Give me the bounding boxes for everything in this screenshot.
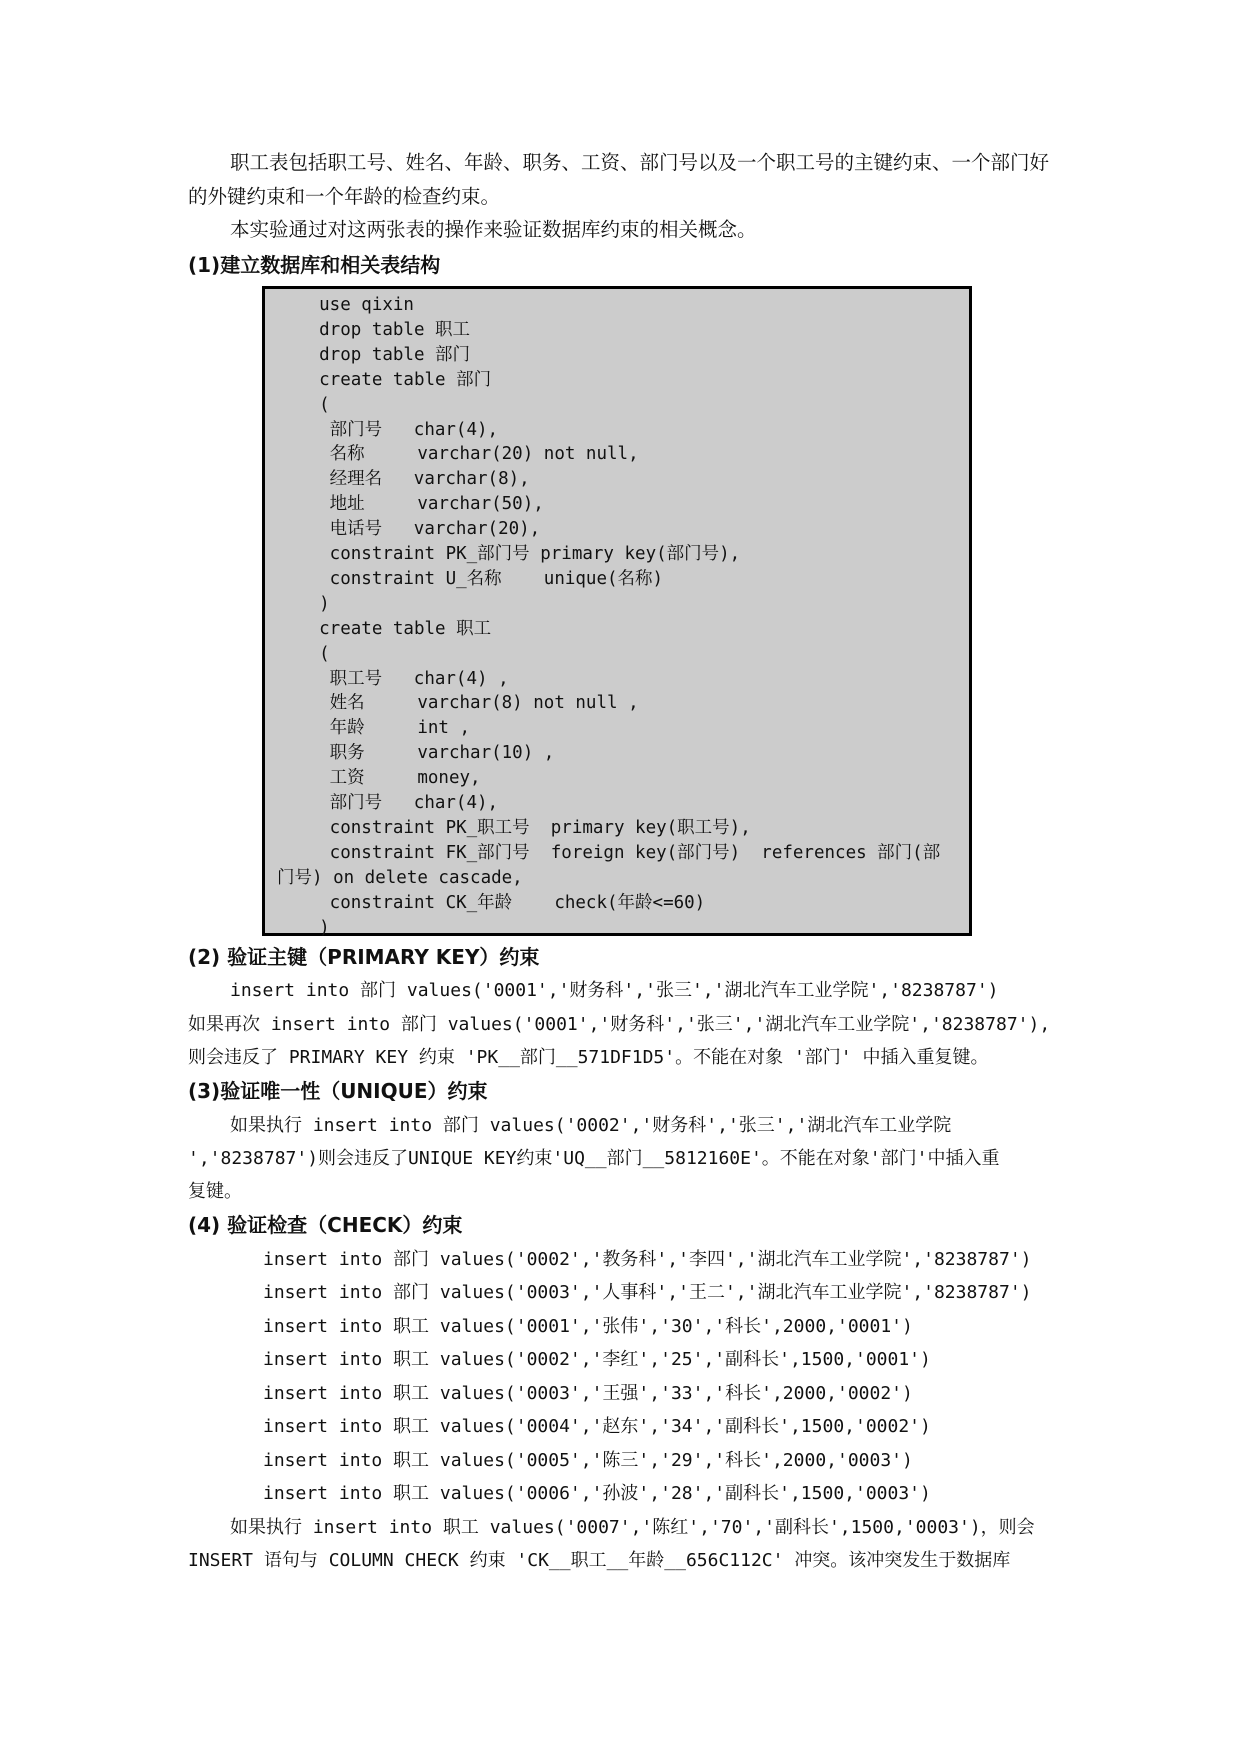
unique-explain-line-2: ','8238787')则会违反了UNIQUE KEY约束'UQ__部门__5812160E'。不能在对象'部门'中插入重	[188, 1148, 1000, 1169]
intro-paragraph-2: 本实验通过对这两张表的操作来验证数据库约束的相关概念。	[230, 218, 757, 241]
check-insert-line: insert into 职工 values('0004','赵东','34','副科长',1500,'0002')	[263, 1416, 931, 1437]
code-line: 姓名 varchar(8) not null ,	[277, 693, 639, 714]
code-line: 年龄 int ,	[277, 718, 471, 739]
code-line: constraint FK_部门号 foreign key(部门号) references 部门(部	[277, 842, 941, 863]
code-line: (	[277, 643, 330, 664]
code-line: 工资 money,	[277, 768, 481, 789]
code-line: drop table 职工	[277, 319, 471, 340]
code-line: 部门号 char(4),	[277, 419, 499, 440]
check-insert-line: insert into 职工 values('0001','张伟','30','科长',2000,'0001')	[263, 1316, 913, 1337]
unique-explain-line-1: 如果执行 insert into 部门 values('0002','财务科','张三','湖北汽车工业学院	[230, 1115, 952, 1136]
check-result-line-1: 如果执行 insert into 职工 values('0007','陈红','70','副科长',1500,'0003')，则会	[230, 1517, 1035, 1538]
code-line: )	[277, 917, 330, 938]
check-insert-line: insert into 职工 values('0002','李红','25','副科长',1500,'0001')	[263, 1349, 931, 1370]
code-line: constraint U_名称 unique(名称)	[277, 568, 664, 589]
code-line: create table 职工	[277, 618, 492, 639]
section-heading-3: (3)验证唯一性（UNIQUE）约束	[188, 1079, 488, 1103]
check-insert-line: insert into 部门 values('0002','教务科','李四','湖北汽车工业学院','8238787')	[263, 1249, 1032, 1270]
pk-explain-line-1: 如果再次 insert into 部门 values('0001','财务科','张三','湖北汽车工业学院','8238787'),	[188, 1014, 1051, 1035]
code-line: 职工号 char(4) ,	[277, 668, 509, 689]
code-line: (	[277, 394, 330, 415]
sql-code-block	[262, 286, 972, 936]
check-insert-line: insert into 职工 values('0003','王强','33','科长',2000,'0002')	[263, 1383, 913, 1404]
code-line: )	[277, 593, 330, 614]
code-line: 地址 varchar(50),	[277, 494, 544, 515]
code-line: create table 部门	[277, 369, 492, 390]
code-line: 职务 varchar(10) ,	[277, 743, 555, 764]
code-line: 电话号 varchar(20),	[277, 519, 541, 540]
section-heading-1: (1)建立数据库和相关表结构	[188, 253, 441, 277]
section-heading-4: (4) 验证检查（CHECK）约束	[188, 1213, 463, 1237]
pk-explain-line-2: 则会违反了 PRIMARY KEY 约束 'PK__部门__571DF1D5'。不能在对象 '部门' 中插入重复键。	[188, 1047, 989, 1068]
check-insert-line: insert into 职工 values('0005','陈三','29','科长',2000,'0003')	[263, 1450, 913, 1471]
unique-explain-line-3: 复键。	[188, 1181, 242, 1202]
check-result-line-2: INSERT 语句与 COLUMN CHECK 约束 'CK__职工__年龄__656C112C' 冲突。该冲突发生于数据库	[188, 1550, 1011, 1571]
check-insert-line: insert into 职工 values('0006','孙波','28','副科长',1500,'0003')	[263, 1483, 931, 1504]
code-line: 部门号 char(4),	[277, 793, 499, 813]
code-line: drop table 部门	[277, 344, 471, 365]
code-line: 经理名 varchar(8),	[277, 469, 530, 490]
code-line: constraint PK_部门号 primary key(部门号),	[277, 544, 741, 564]
code-line: use qixin	[277, 295, 414, 315]
intro-paragraph-1: 职工表包括职工号、姓名、年龄、职务、工资、部门号以及一个职工号的主键约束、一个部门好的外键约束和一个年龄的检查约束。	[188, 151, 1050, 208]
code-line: constraint CK_年龄 check(年龄<=60)	[277, 892, 706, 913]
check-insert-line: insert into 部门 values('0003','人事科','王二','湖北汽车工业学院','8238787')	[263, 1282, 1032, 1303]
code-line: constraint PK_职工号 primary key(职工号),	[277, 817, 751, 838]
section-heading-2: (2) 验证主键（PRIMARY KEY）约束	[188, 945, 540, 969]
code-line: 名称 varchar(20) not null,	[277, 444, 639, 465]
code-line: 门号) on delete cascade,	[277, 867, 523, 888]
pk-insert-line: insert into 部门 values('0001','财务科','张三','湖北汽车工业学院','8238787')	[230, 980, 999, 1001]
